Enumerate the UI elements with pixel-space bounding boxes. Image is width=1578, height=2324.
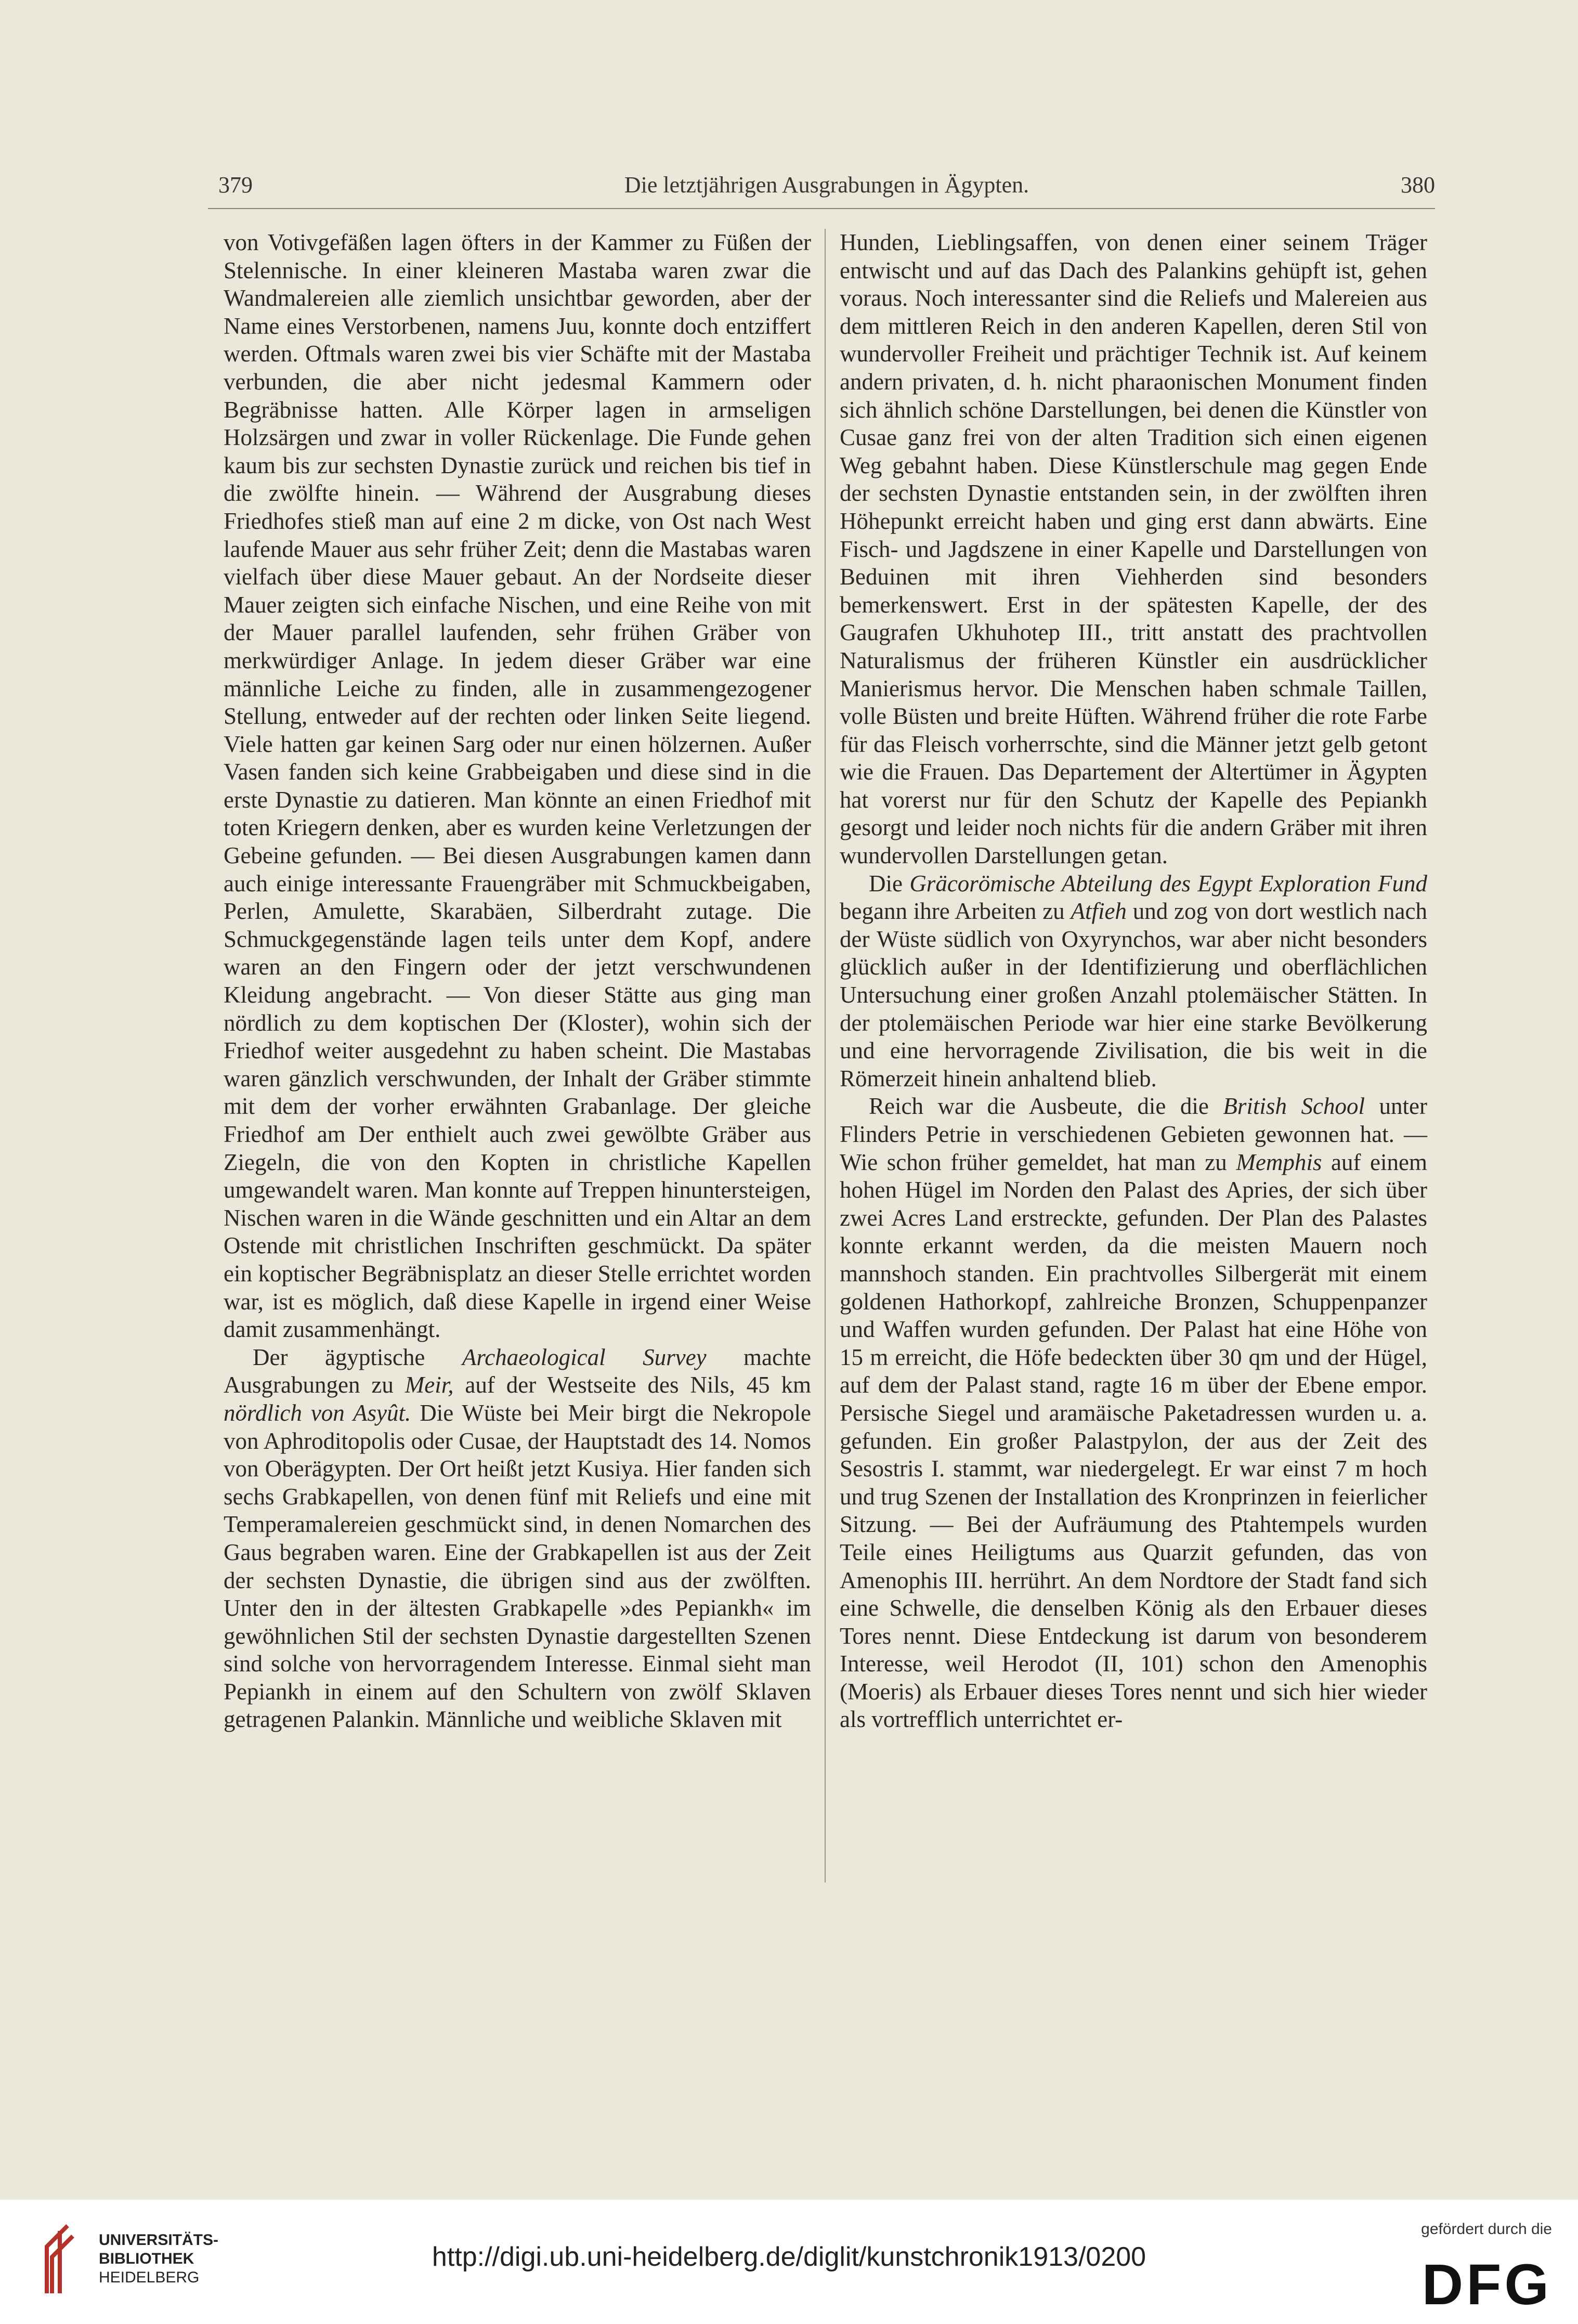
italic-run: Gräcorömische Abteilung des Egypt Exploration Fund bbox=[909, 870, 1427, 897]
italic-run: Archaeological Survey bbox=[462, 1344, 707, 1370]
permalink-url[interactable]: http://digi.ub.uni-heidelberg.de/diglit/kunstchronik1913/0200 bbox=[432, 2242, 1146, 2272]
right-paragraph-1: Hunden, Lieblingsaffen, von denen einer seinem Träger entwischt und auf das Dach des Palankins gehüpft ist, gehen voraus. Noch interessanter sind die Reliefs und Malereien aus dem mittleren Reich in den anderen Kapellen, deren Stil von wundervoller Freiheit und prächtiger Technik ist. Auf keinem andern privaten, d. h. nicht pharaonischen Monument finden sich ähnlich schöne Darstellungen, bei denen die Künstler von Cusae ganz frei von der alten Tradition sich einen eigenen Weg gebahnt haben. Diese Künstlerschule mag gegen Ende der sechsten Dynastie entstanden sein, in der zwölften ihren Höhepunkt erreicht haben und ging erst dann abwärts. Eine Fisch- und Jagdszene in einer Kapelle und Darstellungen von Beduinen mit ihren Viehherden sind besonders bemerkenswert. Erst in der spätesten Kapelle, der des Gaugrafen Ukhuhotep III., tritt anstatt des prachtvollen Naturalismus der früheren Künstler ein ausdrücklicher Manierismus hervor. Die Menschen haben schmale Taillen, volle Büsten und breite Hüften. Während früher die rote Farbe für das Fleisch vorherrschte, sind die Männer jetzt gelb getont wie die Frauen. Das Departement der Altertümer in Ägypten hat vorerst nur für den Schutz der Kapelle des Pepiankh gesorgt und leider noch nichts für die andern Gräber mit ihren wundervollen Darstellungen getan. bbox=[840, 229, 1427, 869]
funded-by-text: gefördert durch die bbox=[1421, 2221, 1552, 2238]
library-name-line: BIBLIOTHEK bbox=[99, 2250, 194, 2267]
italic-run: nördlich von Asyût. bbox=[224, 1399, 411, 1426]
page-header bbox=[218, 172, 1435, 203]
library-name-line: HEIDELBERG bbox=[99, 2269, 200, 2286]
column-divider bbox=[825, 229, 826, 1882]
left-column bbox=[224, 229, 811, 1893]
italic-run: Atfieh bbox=[1071, 898, 1127, 925]
dfg-logo: DFG bbox=[1421, 2253, 1552, 2317]
italic-run: Memphis bbox=[1236, 1149, 1322, 1175]
header-rule bbox=[208, 208, 1435, 209]
text-run: Die Wüste bei Meir birgt die Nekropole von Aphroditopolis oder Cusae, der Hauptstadt des 14. Nomos von Oberägypten. Der Ort heißt jetzt Kusiya. Hier fanden sich sechs Grabkapellen, von denen fünf mit Reliefs und eine mit Temperamalereien geschmückt sind, in denen Nomarchen des Gaus begraben waren. Eine der Grabkapellen ist aus der Zeit der sechsten Dynastie, die übrigen sind aus der zwölften. Unter den in der ältesten Grabkapelle »des Pepiankh« im gewöhnlichen Stil der sechsten Dynastie dargestellten Szenen sind solche von hervorragendem Interesse. Einmal sieht man Pepiankh in einem auf den Schultern von zwölf Sklaven getragenen Palankin. Männliche und weibliche Sklaven mit bbox=[224, 1399, 811, 1733]
left-paragraph-1: von Votivgefäßen lagen öfters in der Kammer zu Füßen der Stelennische. In einer kleineren Mastaba waren zwar die Wandmalereien alle ziemlich unsichtbar geworden, aber der Name eines Verstorbenen, namens Juu, konnte doch entziffert werden. Oftmals waren zwei bis vier Schäfte mit der Mastaba verbunden, die aber nicht jedesmal Kammern oder Begräbnisse hatten. Alle Körper lagen in armseligen Holzsärgen und zwar in voller Rückenlage. Die Funde gehen kaum bis zur sechsten Dynastie zurück und reichen bis tief in die zwölfte hinein. — Während der Ausgrabung dieses Friedhofes stieß man auf eine 2 m dicke, von Ost nach West laufende Mauer aus sehr früher Zeit; denn die Mastabas waren vielfach über diese Mauer gebaut. An der Nordseite dieser Mauer zeigten sich einfache Nischen, und eine Reihe von mit der Mauer parallel laufenden, sehr frühen Gräber von merkwürdiger Anlage. In jedem dieser Gräber war eine männliche Leiche zu finden, alle in zusammengezogener Stellung, entweder auf der rechten oder linken Seite liegend. Viele hatten gar keinen Sarg oder nur einen hölzernen. Außer Vasen fanden sich keine Grabbeigaben und diese sind in die erste Dynastie zu datieren. Man könnte an einen Friedhof mit toten Kriegern denken, aber es wurden keine Verletzungen der Gebeine gefunden. — Bei diesen Ausgrabungen kamen dann auch einige interessante Frauengräber mit Schmuckbeigaben, Perlen, Amulette, Skarabäen, Silberdraht zutage. Die Schmuckgegenstände lagen teils unter dem Kopf, andere waren an den Fingern oder der jetzt verschwundenen Kleidung angebracht. — Von dieser Stätte aus ging man nördlich zu dem koptischen Der (Kloster), wohin sich der Friedhof weiter ausgedehnt zu haben scheint. Die Mastabas waren gänzlich verschwunden, der Inhalt der Gräber stimmte mit dem der vorher erwähnten Grabanlage. Der gleiche Friedhof am Der enthielt auch zwei gewölbte Gräber aus Ziegeln, die von den Kopten in christliche Kapellen umgewandelt waren. Man konnte auf Treppen hinuntersteigen, Nischen waren in die Wände geschnitten und ein Altar an dem Ostende mit christlichen Inschriften geschmückt. Da später ein koptischer Begräbnisplatz an dieser Stelle errichtet worden war, ist es möglich, daß diese Kapelle in irgend einer Weise damit zusammenhängt. bbox=[224, 229, 811, 1343]
text-run: Reich war die Ausbeute, die die bbox=[869, 1093, 1223, 1120]
right-column bbox=[840, 229, 1427, 1893]
text-run: Der ägyptische bbox=[253, 1344, 462, 1370]
text-run: Die bbox=[869, 870, 910, 897]
left-paragraph-2 bbox=[224, 1344, 811, 1734]
text-run: unter Flinders Petrie in verschiedenen Gebieten gewonnen hat. — Wie schon früher gemeldet, hat man zu bbox=[840, 1093, 1428, 1175]
text-run: auf einem hohen Hügel im Norden den Palast des Apries, der sich über zwei Acres Land erstreckte, gefunden. Der Plan des Palastes konnte erkannt werden, da die meisten Mauern noch mannshoch standen. Ein prachtvolles Silbergerät mit einem goldenen Hathorkopf, zahlreiche Bronzen, Schuppenpanzer und Waffen wurden gefunden. Der Palast hat eine Höhe von 15 m erreicht, die Höfe bedeckten über 30 qm und der Hügel, auf dem der Palast stand, ragte 16 m über der Ebene empor. Persische Siegel und aramäische Paketadressen wurden u. a. gefunden. Ein großer Palastpylon, der aus der Zeit des Sesostris I. stammt, war niedergelegt. Er war einst 7 m hoch und trug Szenen der Installation des Kronprinzen in feierlicher Sitzung. — Bei der Aufräumung des Ptahtempels wurden Teile eines Heiligtums aus Quarzit gefunden, das von Amenophis III. herrührt. An dem Nordtore der Stadt fand sich eine Schwelle, die denselben König als den Erbauer dieses Tores nennt. Diese Entdeckung ist darum von besonderem Interesse, weil Herodot (II, 101) schon den Amenophis (Moeris) als Erbauer dieses Tores nennt und sich hier wieder als vortrefflich unterrichtet er- bbox=[840, 1149, 1427, 1733]
right-paragraph-3 bbox=[840, 1093, 1427, 1734]
right-paragraph-2 bbox=[840, 870, 1427, 1093]
page-number-right: 380 bbox=[1401, 172, 1435, 198]
text-run: auf der Westseite des Nils, 45 km bbox=[453, 1372, 811, 1398]
page-number-left: 379 bbox=[218, 172, 253, 198]
running-title: Die letztjährigen Ausgrabungen in Ägypten. bbox=[624, 172, 1029, 198]
digitization-footer bbox=[0, 2200, 1578, 2324]
text-run: machte Ausgrabungen zu bbox=[224, 1344, 811, 1398]
text-run: begann ihre Arbeiten zu bbox=[840, 898, 1071, 925]
text-run: und zog von dort westlich nach der Wüste südlich von Oxyrynchos, war aber nicht besonders glücklich außer in der Identifizierung und oberflächlichen Untersuchung einer großen Anzahl ptolemäischer Stätten. In der ptolemäischen Periode war hier eine starke Bevölkerung und eine hervorragende Zivilisation, die bis weit in die Römerzeit hinein anhaltend blieb. bbox=[840, 898, 1427, 1092]
italic-run: Meir, bbox=[405, 1372, 454, 1398]
library-name-line: UNIVERSITÄTS- bbox=[99, 2231, 219, 2249]
italic-run: British School bbox=[1223, 1093, 1365, 1120]
